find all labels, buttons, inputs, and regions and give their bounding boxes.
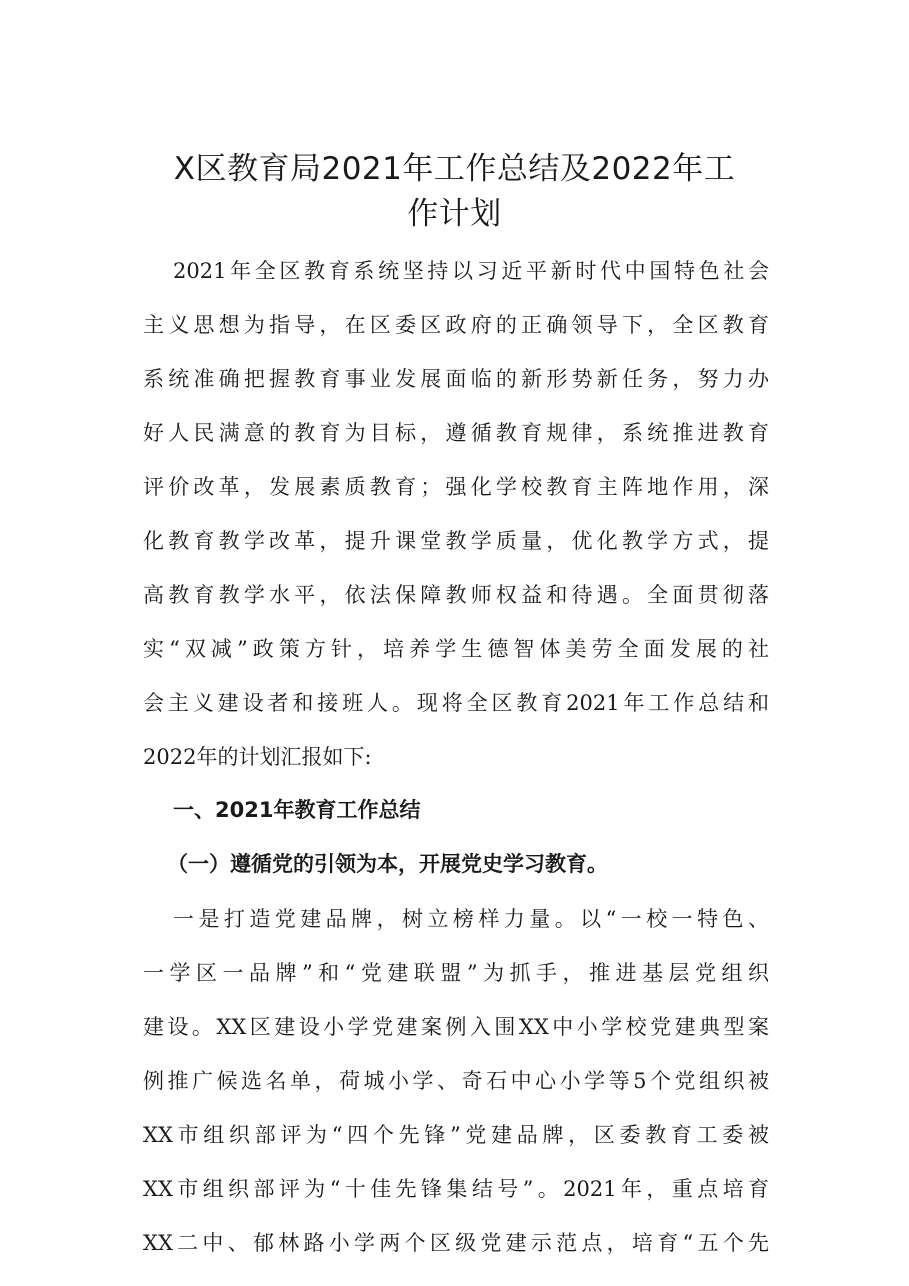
body-paragraph-line: 建设。XX区建设小学党建案例入围XX中小学校党建典型案: [143, 1015, 769, 1039]
intro-paragraph-line: 2021年全区教育系统坚持以习近平新时代中国特色社会: [173, 259, 769, 283]
section-heading: 一、2021年教育工作总结: [173, 798, 421, 822]
body-paragraph-line: 一学区一品牌”和“党建联盟”为抓手，推进基层党组织: [143, 961, 769, 985]
body-paragraph-line: XX市组织部评为“十佳先锋集结号”。2021年，重点培育: [143, 1177, 769, 1201]
document-title-line-2: 作计划: [407, 196, 502, 232]
intro-paragraph-line: 好人民满意的教育为目标，遵循教育规律，系统推进教育: [143, 421, 769, 445]
body-paragraph-line: XX二中、郁林路小学两个区级党建示范点，培育“五个先: [143, 1231, 769, 1255]
intro-paragraph-line: 主义思想为指导，在区委区政府的正确领导下，全区教育: [143, 313, 769, 337]
intro-paragraph-line: 会主义建设者和接班人。现将全区教育2021年工作总结和: [143, 691, 769, 715]
intro-paragraph-line: 2022年的计划汇报如下:: [143, 745, 372, 769]
intro-paragraph-line: 系统准确把握教育事业发展面临的新形势新任务，努力办: [143, 367, 769, 391]
body-paragraph-line: 例推广候选名单，荷城小学、奇石中心小学等5个党组织被: [143, 1069, 769, 1093]
subsection-heading: （一）遵循党的引领为本，开展党史学习教育。: [167, 852, 608, 876]
body-paragraph-line: 一是打造党建品牌，树立榜样力量。以“一校一特色、: [173, 907, 769, 931]
intro-paragraph-line: 化教育教学改革，提升课堂教学质量，优化教学方式，提: [143, 529, 769, 553]
intro-paragraph-line: 高教育教学水平，依法保障教师权益和待遇。全面贯彻落: [143, 583, 769, 607]
document-title-line-1: X区教育局2021年工作总结及2022年工: [173, 151, 736, 187]
body-paragraph-line: XX市组织部评为“四个先锋”党建品牌，区委教育工委被: [143, 1123, 769, 1147]
intro-paragraph-line: 实“双减”政策方针，培养学生德智体美劳全面发展的社: [143, 637, 769, 661]
intro-paragraph-line: 评价改革，发展素质教育；强化学校教育主阵地作用，深: [143, 475, 769, 499]
